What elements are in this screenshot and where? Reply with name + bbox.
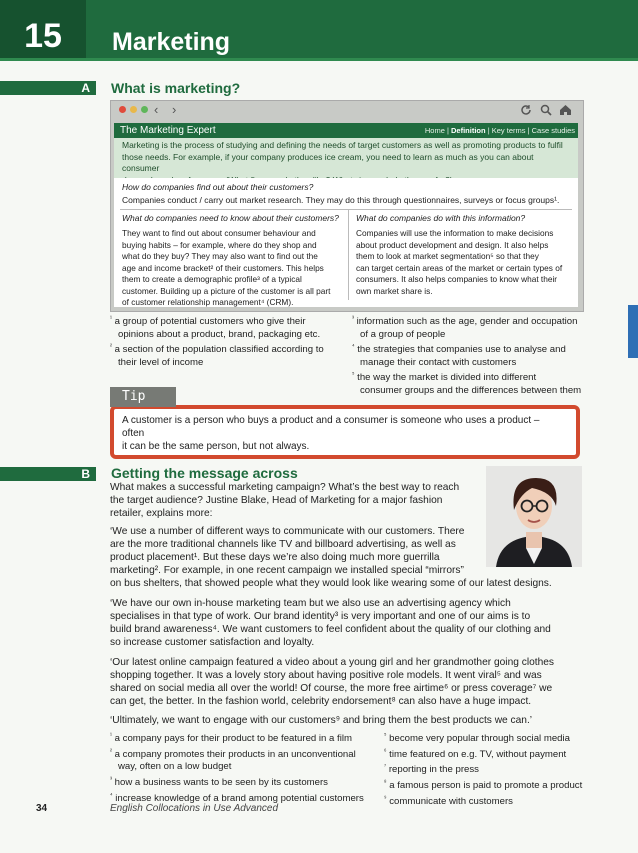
minimize-dot-icon: [130, 106, 137, 113]
back-arrow-icon[interactable]: ‹: [154, 102, 159, 117]
unit-title: Marketing: [112, 28, 231, 56]
tip-text: A customer is a person who buys a product and a consumer is someone who uses a product – often it can be the same person, but not always.: [122, 415, 540, 452]
notes-b-right: $^{^5}$ become very popular through social media $^{^6}$ time featured on e.g. TV, without payment $^{^7}$ reporting in the press $^{^8}$ a famous person is paid to promote a product $^{^9}$ communicate with customers: [384, 733, 583, 807]
nav-case-studies[interactable]: Case studies: [531, 126, 575, 135]
forward-arrow-icon[interactable]: ›: [172, 102, 177, 117]
left-answer: They want to find out about consumer behaviour and buying habits – for example, where do they shop and what do they buy? They may also want to find out the age and income bracket² of their customers. This helps them to create a demographic profile³ of a typical customer. Building up a picture of the customer is all part of customer relationship management⁴ (CRM).: [122, 228, 331, 307]
quote-paragraph-3: ‘Our latest online campaign featured a video about a young girl and her grandmother going clothes shopping together. It was a lovely story about having positive role models. It went viral⁵ and was shared on social media all over the world! Of course, the more free airtime⁶ or press coverage⁷ we can get, the better. In the fashion world, celebrity endorsement⁸ can also have a huge impact.: [110, 657, 555, 707]
unit-number: 15: [0, 0, 86, 60]
left-question: What do companies need to know about their customers?: [122, 213, 339, 223]
nav-home[interactable]: Home: [424, 126, 445, 135]
site-title: The Marketing Expert: [120, 125, 216, 136]
header-rule: [0, 58, 638, 61]
nav-sep: |: [487, 126, 490, 135]
section-a-title: What is marketing?: [111, 80, 241, 96]
quote-paragraph-2: ‘We have our own in-house marketing team but we also use an advertising agency which specialises in that type of work. Our brand identity³ is very important and one of our aims is to build brand awareness⁴. We want customers to feel confident about the quality of our clothing and so increase customer satisfaction and loyalty.: [110, 598, 551, 648]
book-title: English Collocations in Use Advanced: [110, 803, 279, 814]
unit-header: [0, 0, 638, 60]
answer-1: Companies conduct / carry out market research. They may do this through questionnaires, surveys or focus groups¹.: [122, 195, 560, 205]
nav-definition[interactable]: Definition: [451, 126, 486, 135]
quote-paragraph-1: ‘We use a number of different ways to communicate with our customers. There are the more traditional channels like TV and billboard advertising, as well as product placement¹. But these days we’re also doing much more guerrilla marketing². For example, in one recent campaign we installed special “mirrors”: [110, 526, 465, 576]
question-1: How do companies find out about their customers?: [122, 182, 314, 192]
section-a-marker: A: [0, 81, 96, 95]
notes-b-left: $^{^1}$ a company pays for their product to be featured in a film $^{^2}$ a company promotes their products in an unconventional way, often on a low budget $^{^3}$ how a business wants to be seen by its customers $^{^4}$ increase knowledge of a brand among potential customers: [110, 733, 364, 804]
refresh-icon[interactable]: [520, 104, 532, 116]
portrait-photo: [486, 466, 582, 567]
quote-paragraph-4: ‘Ultimately, we want to engage with our customers⁹ and bring them the best products we can.’: [110, 715, 533, 726]
nav-sep: |: [446, 126, 449, 135]
divider: [120, 209, 572, 210]
page-number: 34: [36, 803, 48, 814]
search-icon[interactable]: [540, 104, 552, 116]
notes-a-right: $^{^3}$ information such as the age, gender and occupation of a group of people $^{^4}$ the strategies that companies use to analyse and manage their contact with customers $^{^5}$ the way the market is divided into different consumer groups and the differences between them: [352, 316, 582, 397]
right-question: What do companies do with this information?: [356, 213, 526, 223]
section-b-title: Getting the message across: [111, 465, 298, 481]
home-icon[interactable]: [559, 103, 572, 116]
column-divider: [348, 210, 349, 300]
intro-text: Marketing is the process of studying and defining the needs of target customers as well as promoting products to fulfil those needs. For example, if your company produces ice cream, you need to learn as much as you can about consumer: [122, 140, 563, 173]
page-edge-tab: [628, 305, 638, 358]
maximize-dot-icon: [141, 106, 148, 113]
tip-label: Tip: [110, 387, 176, 407]
notes-a-left: $^{^1}$ a group of potential customers who give their opinions about a product, brand, packaging etc. $^{^2}$ a section of the population classified according to their level of income: [110, 316, 324, 368]
intro-paragraph: What makes a successful marketing campaign? What’s the best way to reach the target audience? Justine Blake, Head of Marketing for a major fashion retailer, explains more:: [110, 482, 460, 519]
close-dot-icon: [119, 106, 126, 113]
site-nav: [425, 124, 575, 137]
quote-paragraph-1-end: on bus shelters, that showed people what they would look like wearing some of our latest designs.: [110, 578, 552, 589]
right-answer: Companies will use the information to make decisions about product development and design. It also helps them to look at market segmentation⁵ so that they can target certain areas of the market or certain types of consumers. It also helps companies to know what their own market share is.: [356, 228, 563, 296]
nav-sep: |: [527, 126, 530, 135]
section-b-marker: B: [0, 467, 96, 481]
nav-key-terms[interactable]: Key terms: [491, 126, 526, 135]
